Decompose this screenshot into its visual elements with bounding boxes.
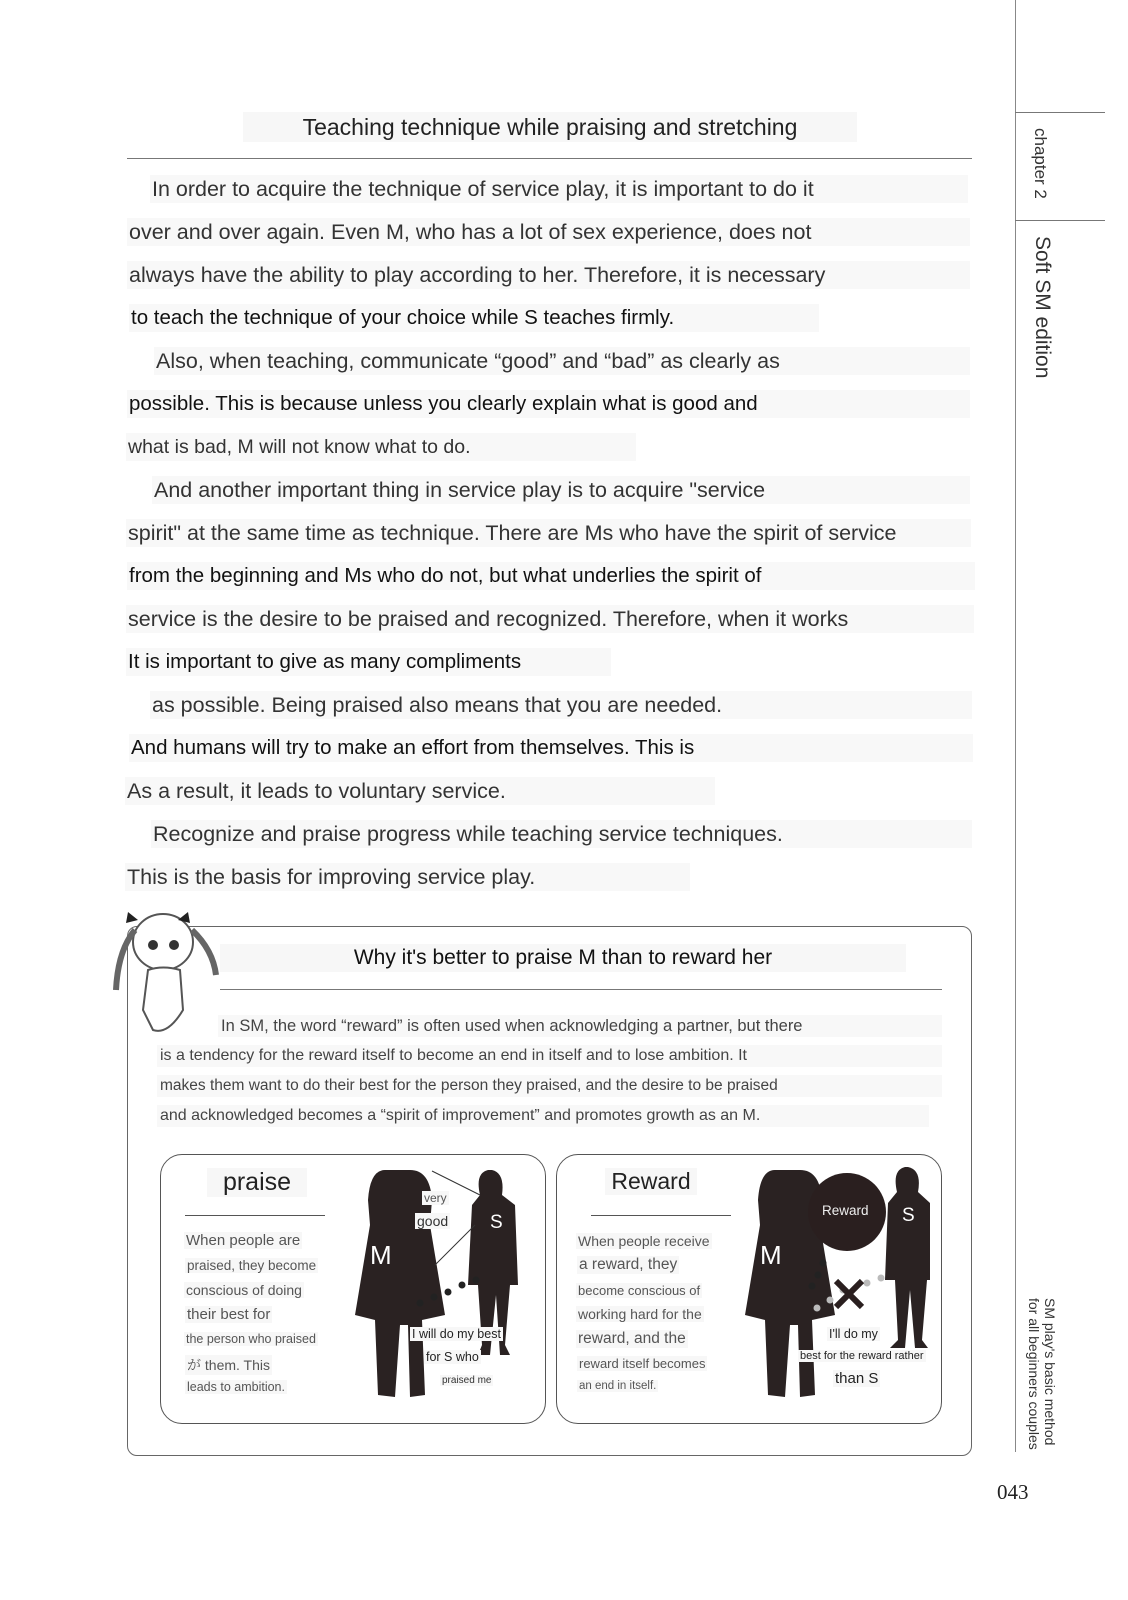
quote-line: I'll do my	[829, 1327, 878, 1341]
cross-icon	[836, 1281, 862, 1307]
mascot-illustration	[108, 900, 223, 1040]
column-rule	[220, 989, 942, 990]
body-line: In order to acquire the technique of service play, it is important to do it	[150, 175, 968, 203]
s-figure-icon	[885, 1167, 930, 1348]
praise-line: praised, they become	[187, 1258, 317, 1273]
body-line: over and over again. Even M, who has a lot of sex experience, does not	[127, 218, 970, 246]
column-line: makes them want to do their best for the person they praised, and the desire to be praised	[157, 1075, 942, 1097]
book-title-line: for all beginners couples	[1026, 1298, 1042, 1450]
edition-label: Soft SM edition	[1031, 236, 1054, 379]
reward-line: When people receive	[578, 1233, 710, 1249]
body-line: what is bad, M will not know what to do.	[126, 433, 636, 461]
body-line: Recognize and praise progress while teaching service techniques.	[151, 820, 972, 848]
quote-line: best for the reward rather	[800, 1350, 924, 1362]
m-label: M	[760, 1240, 782, 1270]
body-line: from the beginning and Ms who do not, but what underlies the spirit of	[127, 562, 975, 590]
reward-circle-label: Reward	[822, 1203, 869, 1218]
column-title: Why it's better to praise M than to reward her	[220, 944, 906, 972]
reward-line: an end in itself.	[579, 1380, 657, 1392]
body-line: to teach the technique of your choice while S teaches firmly.	[129, 304, 819, 332]
body-line: As a result, it leads to voluntary service.	[125, 777, 715, 805]
reward-line: a reward, they	[579, 1256, 678, 1273]
title-rule	[127, 158, 972, 159]
column-line: and acknowledged becomes a “spirit of improvement” and promotes growth as an M.	[157, 1105, 929, 1127]
reward-line: working hard for the	[578, 1306, 702, 1322]
body-line: always have the ability to play according to her. Therefore, it is necessary	[127, 261, 970, 289]
reward-silhouettes	[740, 1165, 930, 1405]
praise-heading: praise	[207, 1168, 307, 1197]
praise-line: conscious of doing	[186, 1282, 302, 1298]
praise-line: leads to ambition.	[187, 1380, 285, 1394]
quote-line: I will do my best	[412, 1327, 501, 1341]
m-label: M	[370, 1240, 392, 1270]
book-title-line: SM play's basic method	[1042, 1298, 1058, 1446]
body-line: possible. This is because unless you clearly explain what is good and	[127, 390, 970, 418]
side-rule	[1015, 220, 1105, 221]
column-line: In SM, the word “reward” is often used when acknowledging a partner, but there	[218, 1015, 942, 1037]
side-rule	[1015, 112, 1105, 113]
bubble-text: good	[417, 1213, 449, 1229]
praise-rule	[185, 1215, 325, 1216]
reward-line: reward, and the	[578, 1330, 686, 1347]
body-line: service is the desire to be praised and recognized. Therefore, when it works	[126, 605, 974, 633]
body-line: It is important to give as many compliments	[126, 648, 611, 676]
body-line: And another important thing in service play is to acquire "service	[152, 476, 970, 504]
chapter-label: chapter 2	[1031, 128, 1050, 199]
s-label: S	[490, 1212, 503, 1233]
column-line: is a tendency for the reward itself to become an end in itself and to lose ambition. It	[157, 1045, 942, 1067]
body-line: This is the basis for improving service play.	[125, 863, 690, 891]
quote-line: praised me	[442, 1375, 492, 1386]
praise-line: が them. This	[187, 1357, 270, 1373]
section-title: Teaching technique while praising and stretching	[243, 112, 857, 142]
side-divider	[1015, 0, 1016, 1452]
praise-line: When people are	[186, 1232, 301, 1249]
book-title	[1026, 1298, 1058, 1450]
quote-line: than S	[835, 1370, 879, 1387]
body-line: spirit" at the same time as technique. There are Ms who have the spirit of service	[126, 519, 971, 547]
s-label: S	[902, 1205, 915, 1226]
reward-rule	[591, 1215, 731, 1216]
page-number: 043	[997, 1480, 1029, 1504]
bubble-text: very	[424, 1191, 447, 1205]
praise-line: the person who praised	[186, 1332, 316, 1346]
body-line: as possible. Being praised also means that you are needed.	[150, 691, 972, 719]
reward-line: become conscious of	[578, 1283, 701, 1298]
quote-line: for S who	[426, 1350, 479, 1364]
reward-line: reward itself becomes	[579, 1356, 706, 1371]
reward-heading: Reward	[605, 1168, 697, 1195]
praise-line: their best for	[187, 1306, 271, 1323]
body-line: And humans will try to make an effort from themselves. This is	[129, 734, 973, 762]
body-line: Also, when teaching, communicate “good” and “bad” as clearly as	[154, 347, 970, 375]
